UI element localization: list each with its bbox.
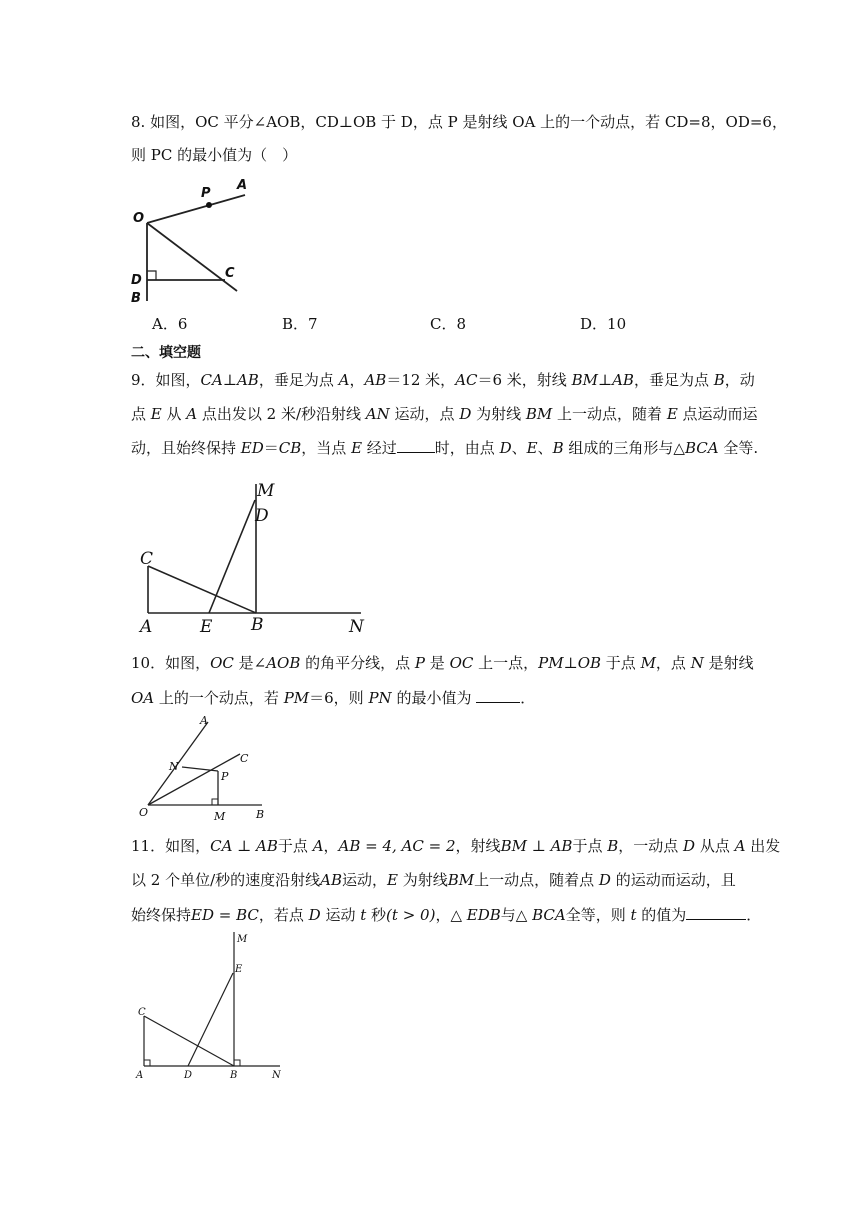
q8-label-b: B xyxy=(131,291,141,306)
q10-label-p: P xyxy=(221,770,229,783)
q9-label-c: C xyxy=(140,549,154,569)
q10-label-n: N xyxy=(169,760,179,773)
q8-label-d: D xyxy=(131,273,142,288)
q9-text-line3: 动，且始终保持 ED＝CB，当点 E 经过 时，由点 D、E、B 组成的三角形与△BCA 全等. xyxy=(131,439,759,457)
q9-text-line1: 9．如图，CA⊥AB，垂足为点 A，AB＝12 米，AC＝6 米，射线 BM⊥AB，垂足为点 B，动 xyxy=(131,371,755,389)
q9-label-e: E xyxy=(200,617,213,637)
q9-answer-blank[interactable] xyxy=(397,438,435,453)
q10-answer-blank[interactable] xyxy=(476,688,520,703)
q10-label-c: C xyxy=(240,752,249,765)
q9-label-a: A xyxy=(140,617,153,637)
q10-figure xyxy=(136,712,276,824)
q11-label-c: C xyxy=(138,1007,146,1018)
q8-option-c: C．8 xyxy=(430,315,467,333)
q8-figure xyxy=(125,175,265,307)
q10-label-m: M xyxy=(214,810,226,823)
q9-label-m: M xyxy=(257,481,275,501)
q8-option-b: B．7 xyxy=(282,315,318,333)
q8-label-c: C xyxy=(225,266,235,281)
q10-label-a: A xyxy=(200,714,208,727)
section-heading-fill-in: 二、填空题 xyxy=(131,345,201,361)
q8-label-p: P xyxy=(201,186,211,201)
q9-label-b: B xyxy=(251,615,264,635)
q8-text-line1: 8. 如图，OC 平分∠AOB，CD⊥OB 于 D，点 P 是射线 OA 上的一个动点，若 CD=8，OD=6， xyxy=(131,113,787,131)
q11-answer-blank[interactable] xyxy=(686,905,746,920)
q8-label-o: O xyxy=(133,211,145,226)
q9-label-n: N xyxy=(349,617,364,637)
q11-label-b: B xyxy=(230,1070,238,1081)
q9-text-line2: 点 E 从 A 点出发以 2 米/秒沿射线 AN 运动，点 D 为射线 BM 上一动点，随着 E 点运动而运 xyxy=(131,405,758,423)
q8-option-d: D．10 xyxy=(580,315,627,333)
q11-label-n: N xyxy=(272,1070,281,1081)
q10-text-line1: 10．如图，OC 是∠AOB 的角平分线，点 P 是 OC 上一点，PM⊥OB 于点 M，点 N 是射线 xyxy=(131,654,754,672)
q11-text-line3: 始终保持ED = BC，若点 D 运动 t 秒(t > 0)，△ EDB与△ BCA全等，则 t 的值为 ． xyxy=(131,906,762,924)
q11-label-e: E xyxy=(235,964,243,975)
q9-figure xyxy=(135,478,375,638)
q8-label-a: A xyxy=(237,178,248,193)
q11-label-m: M xyxy=(237,934,248,945)
q11-label-a: A xyxy=(136,1070,144,1081)
q8-text-line2: 则 PC 的最小值为（ ） xyxy=(131,146,298,164)
q11-text-line2: 以 2 个单位/秒的速度沿射线AB运动，E 为射线BM上一动点，随着点 D 的运动而运动，且 xyxy=(131,871,736,889)
q8-option-a: A．6 xyxy=(152,315,188,333)
q10-label-o: O xyxy=(139,806,149,819)
q11-text-line1: 11．如图，CA ⊥ AB于点 A，AB = 4, AC = 2，射线BM ⊥ AB于点 B，一动点 D 从点 A 出发 xyxy=(131,837,781,855)
q10-text-line2: OA 上的一个动点，若 PM＝6，则 PN 的最小值为 ． xyxy=(131,689,536,707)
q11-label-d: D xyxy=(184,1070,193,1081)
q9-label-d: D xyxy=(255,506,269,526)
q11-figure xyxy=(130,928,290,1080)
q10-label-b: B xyxy=(256,808,265,821)
